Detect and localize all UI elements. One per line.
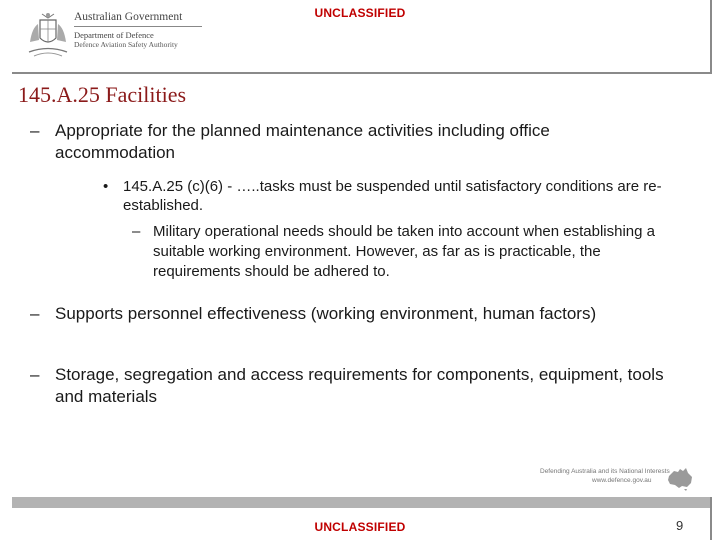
bullet-item: [30, 120, 670, 164]
bullet-dot-marker: •: [103, 178, 109, 195]
sub-bullet-item: [103, 177, 663, 215]
logo-government-text: Australian Government: [74, 11, 183, 23]
dash-marker: –: [30, 365, 40, 384]
logo-authority-text: Defence Aviation Safety Authority: [74, 40, 178, 49]
classification-banner-top: UNCLASSIFIED: [314, 6, 406, 20]
dash-marker: –: [30, 121, 40, 140]
bullet-text: Storage, segregation and access requirements for components, equipment, tools and materials: [55, 365, 664, 406]
coat-of-arms-icon: [26, 12, 70, 58]
sub-bullet-text: 145.A.25 (c)(6) - …..tasks must be suspended until satisfactory conditions are re-established.: [123, 178, 662, 214]
classification-banner-bottom: UNCLASSIFIED: [314, 520, 406, 534]
header-horizontal-rule: [12, 72, 712, 74]
slide-title: 145.A.25 Facilities: [18, 82, 187, 107]
australia-map-icon: [666, 466, 694, 492]
logo-department-text: Department of Defence: [74, 30, 154, 40]
logo-divider: [74, 26, 202, 27]
dash-marker: –: [30, 304, 40, 323]
sub-sub-bullet-item: [132, 222, 692, 282]
footer-bar: [12, 497, 712, 508]
sub-sub-bullet-text: Military operational needs should be taken into account when establishing a suitable working environment. However, as far as is practicable, the requirements should be adhered to.: [153, 223, 655, 280]
dash-marker: –: [132, 223, 141, 240]
page-number: 9: [676, 518, 684, 533]
bullet-text: Appropriate for the planned maintenance activities including office accommodation: [55, 121, 550, 162]
bullet-text: Supports personnel effectiveness (working environment, human factors): [55, 304, 597, 323]
bullet-item: [30, 303, 670, 325]
header-vertical-rule: [710, 0, 712, 73]
bullet-item: [30, 364, 670, 408]
footer-website: www.defence.gov.au: [592, 477, 652, 484]
australian-government-logo: [26, 10, 201, 60]
footer-tagline: Defending Australia and its National Interests: [540, 468, 670, 475]
